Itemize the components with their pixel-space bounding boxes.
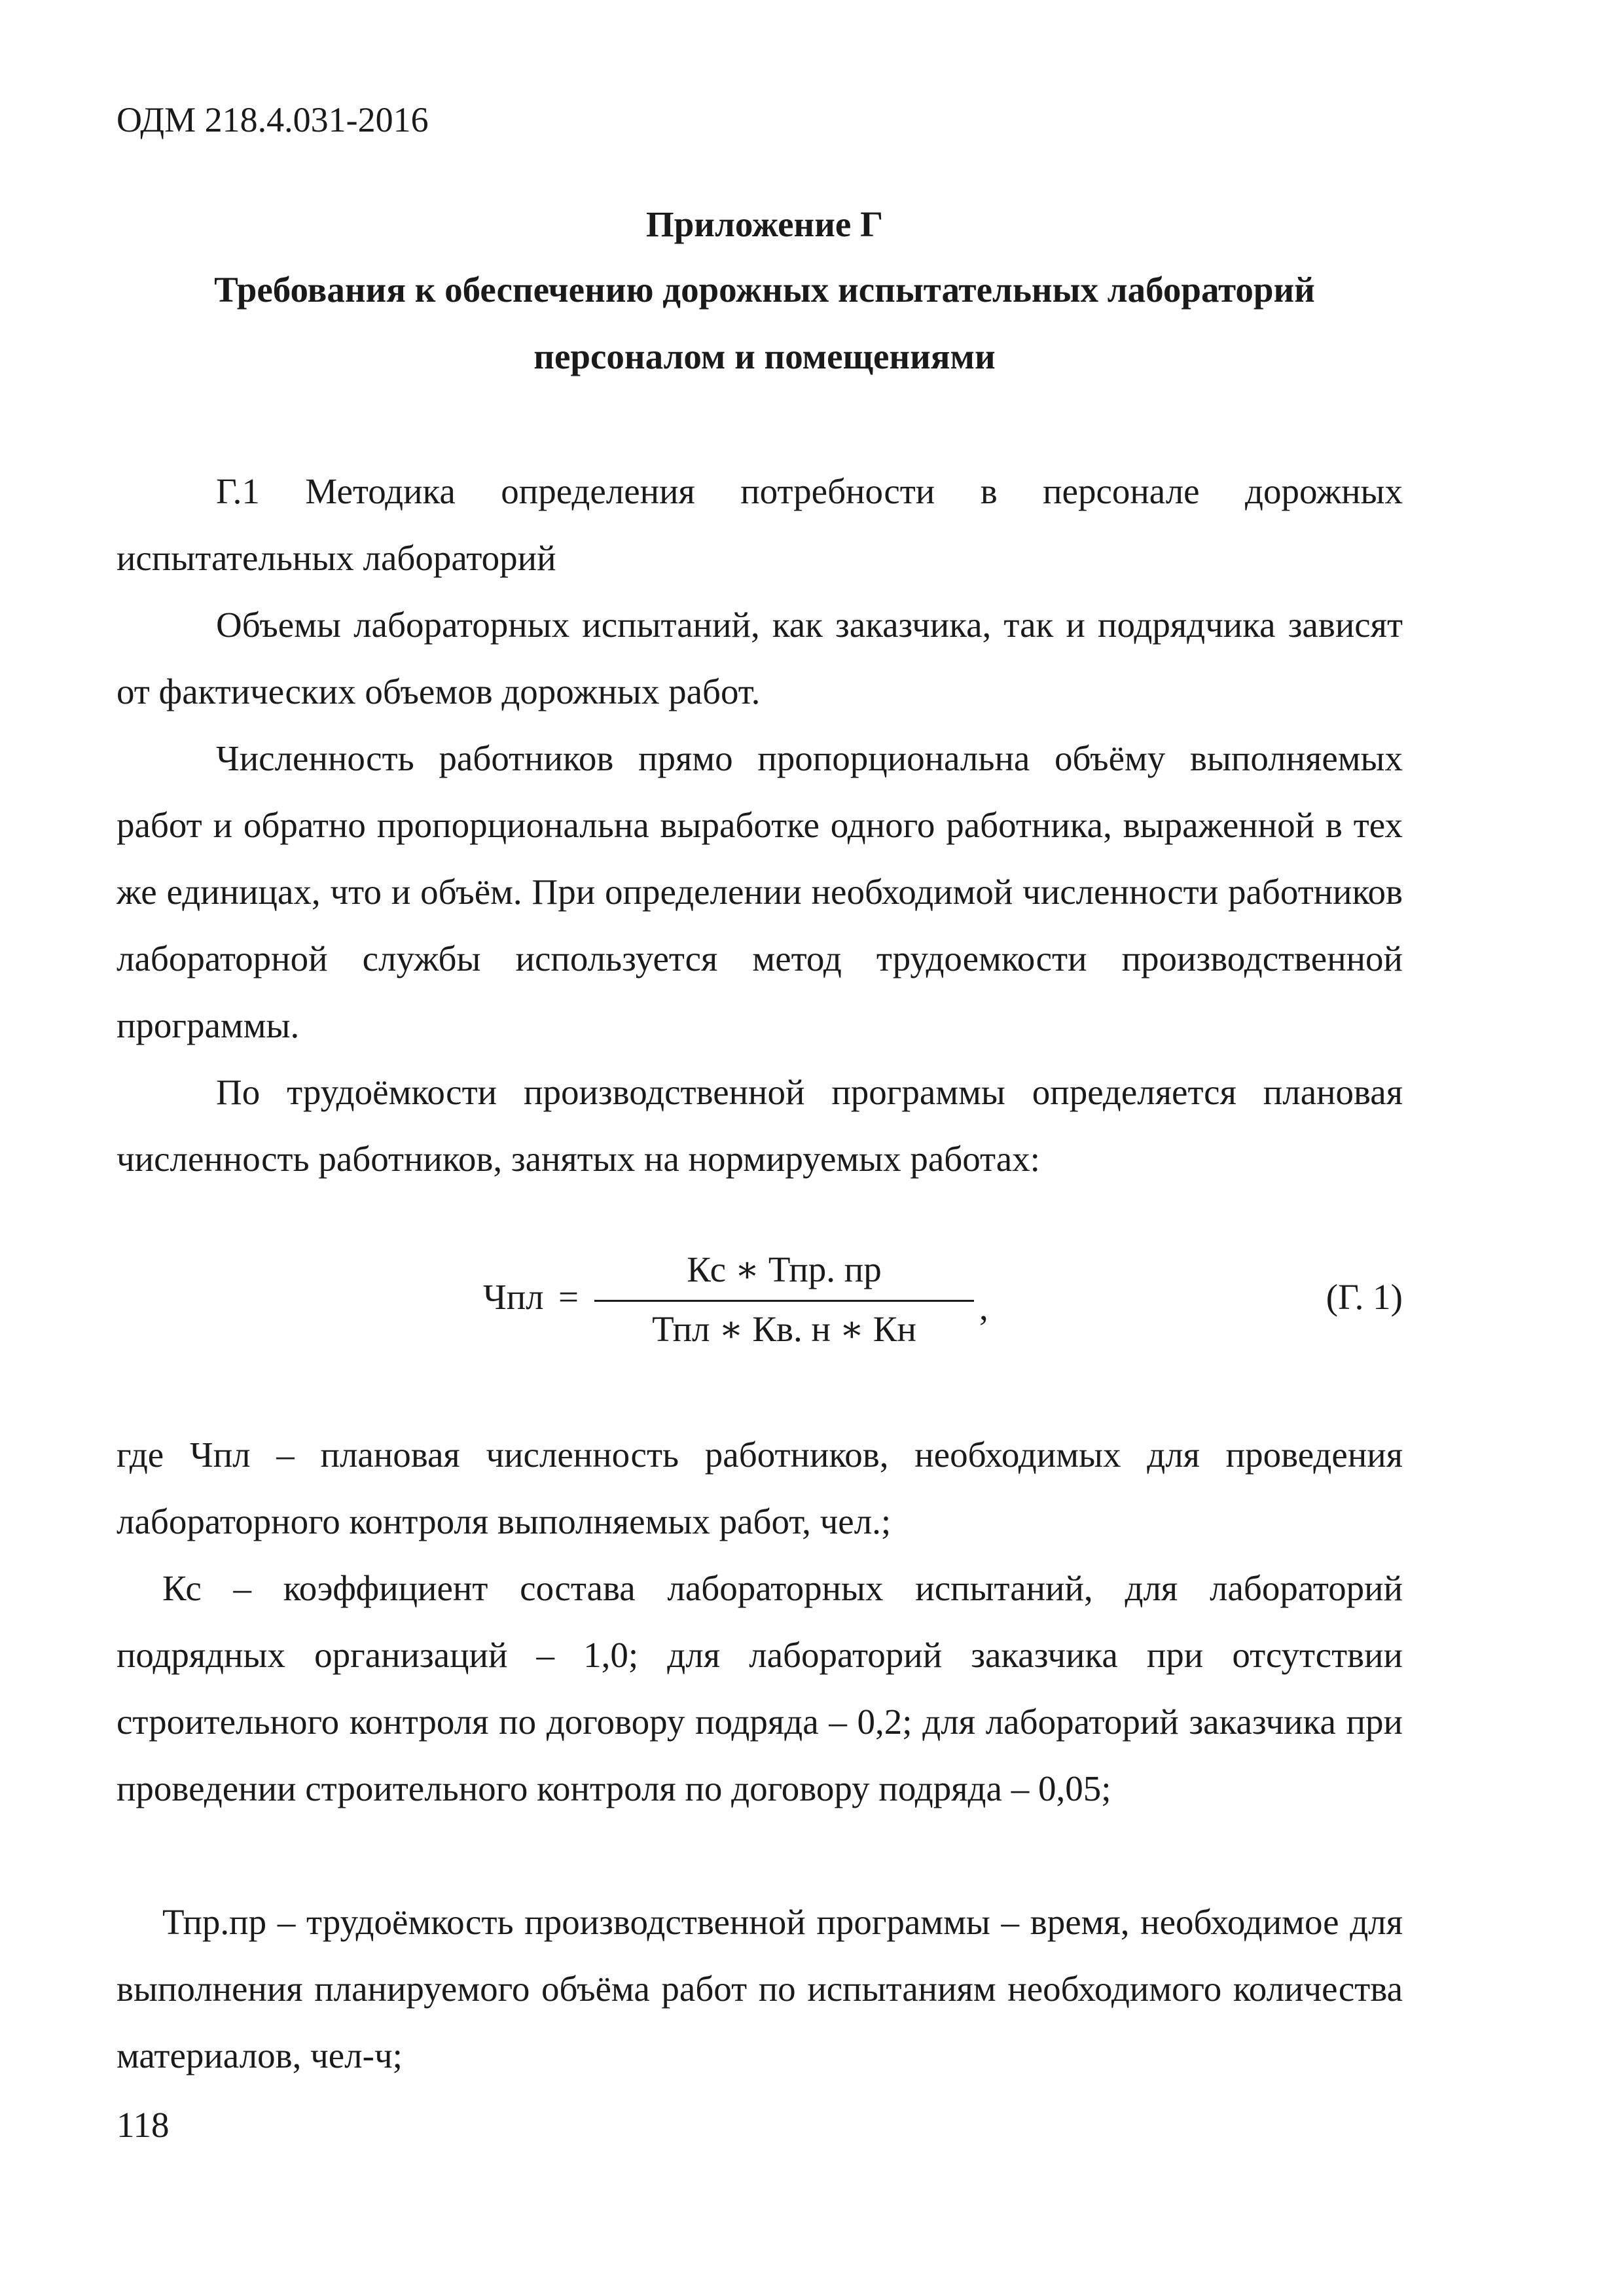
formula-block: [117, 1244, 1403, 1368]
definition-ks: Кс – коэффициент состава лабораторных испытаний, для лабораторий подрядных организаций – 1,0; для лабораторий заказчика при отсутствии строительного контроля по договору подряда – 0,2; для лабораторий заказчика при проведении строительного контроля по договору подряда – 0,05;: [117, 1568, 1403, 1808]
definition-tpr: Тпр.пр – трудоёмкость производственной программы – время, необходимое для выполнения планируемого объёма работ по испытаниям необходимого количества материалов, чел-ч;: [117, 1902, 1403, 2075]
paragraph-planned-staff: По трудоёмкости производственной программы определяется плановая численность работников, занятых на нормируемых работах:: [117, 1072, 1403, 1179]
formula-denominator: Тпл ∗ Кв. н ∗ Кн: [652, 1309, 916, 1349]
appendix-title: Приложение Г: [645, 204, 884, 244]
appendix-subtitle-line-1: Требования к обеспечению дорожных испытательных лабораторий: [214, 270, 1315, 310]
appendix-subtitle-line-2: персоналом и помещениями: [533, 336, 996, 376]
formula-number: (Г. 1): [1326, 1277, 1403, 1317]
formula-fraction: [594, 1244, 974, 1355]
formula-lhs: Чпл: [483, 1277, 544, 1317]
section-heading-paragraph: Г.1 Методика определения потребности в персонале дорожных испытательных лабораторий: [117, 471, 1403, 578]
paragraph-staff-count: Численность работников прямо пропорциональна объёму выполняемых работ и обратно пропорциональна выработке одного работника, выраженной в тех же единицах, что и объём. При определении необходимой численности работников лабораторной службы используется метод трудоемкости производственной программы.: [117, 738, 1403, 1045]
fraction-bar: [594, 1300, 974, 1302]
paragraph-test-volumes: Объемы лабораторных испытаний, как заказчика, так и подрядчика зависят от фактических объемов дорожных работ.: [117, 605, 1403, 711]
definition-chpl: где Чпл – плановая численность работников, необходимых для проведения лабораторного контроля выполняемых работ, чел.;: [117, 1435, 1403, 1541]
document-code: ОДМ 218.4.031-2016: [117, 100, 429, 139]
formula-equals: =: [558, 1277, 579, 1317]
formula-comma: ,: [979, 1287, 988, 1327]
formula-numerator: Кс ∗ Тпр. пр: [687, 1249, 882, 1289]
page-number: 118: [117, 2105, 170, 2145]
